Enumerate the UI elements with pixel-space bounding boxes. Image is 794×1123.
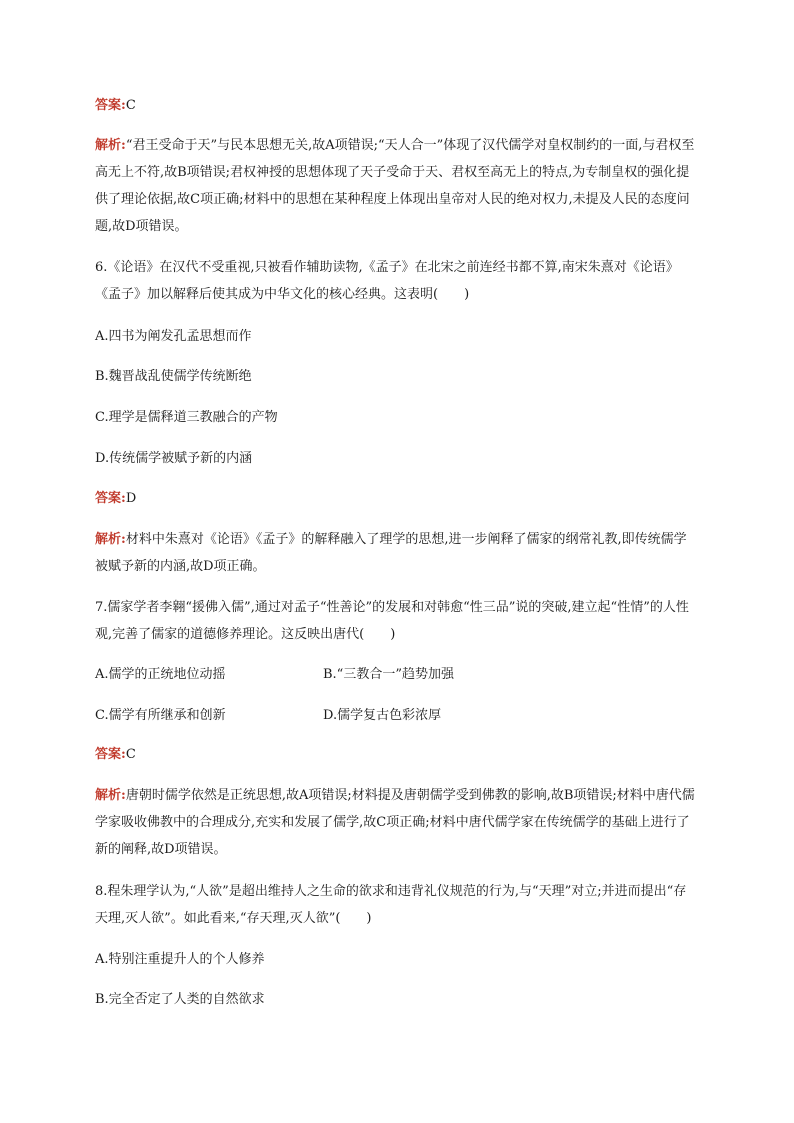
question-text: 6.《论语》在汉代不受重视,只被看作辅助读物,《孟子》在北宋之前连经书都不算,南宋朱熹对《论语》《孟子》加以解释后使其成为中华文化的核心经典。这表明( )	[95, 260, 679, 302]
option-d: D.传统儒学被赋予新的内涵	[95, 451, 253, 466]
answer-value: C	[125, 98, 136, 113]
option-a: A.特别注重提升人的个人修养	[95, 952, 265, 967]
answer-label: 答案:	[95, 747, 126, 762]
analysis-paragraph	[95, 782, 697, 863]
question-text: 8.程朱理学认为,“人欲”是超出维持人之生命的欲求和违背礼仪规范的行为,与“天理”对立;并进而提出“存天理,灭人欲”。如此看来,“存天理,灭人欲”( )	[95, 884, 687, 926]
option-b: B.魏晋战乱使儒学传统断绝	[95, 369, 252, 384]
option-b: B.“三教合一”趋势加强	[323, 667, 454, 682]
analysis-label: 解析:	[95, 138, 126, 153]
analysis-label: 解析:	[95, 532, 126, 547]
answer-value: D	[125, 491, 137, 506]
analysis-paragraph	[95, 526, 697, 580]
question-text: 7.儒家学者李翱“援佛入儒”,通过对孟子“性善论”的发展和对韩愈“性三品”说的突破,建立起“性情”的人性观,完善了儒家的道德修养理论。这反映出唐代( )	[95, 600, 689, 642]
option-c: C.理学是儒释道三教融合的产物	[95, 410, 278, 425]
analysis-text: 唐朝时儒学依然是正统思想,故A项错误;材料提及唐朝儒学受到佛教的影响,故B项错误;材料中唐代儒学家吸收佛教中的合理成分,充实和发展了儒学,故C项正确;材料中唐代儒学家在传统儒学的基础上进行了新的阐释,故D项错误。	[95, 788, 695, 857]
option-row	[95, 661, 697, 688]
answer-label: 答案:	[95, 491, 126, 506]
analysis-text: 材料中朱熹对《论语》《孟子》的解释融入了理学的思想,进一步阐释了儒家的纲常礼教,即传统儒学被赋予新的内涵,故D项正确。	[95, 532, 687, 574]
option-row	[95, 702, 697, 729]
option-b: B.完全否定了人类的自然欲求	[95, 992, 265, 1007]
option-c: C.儒学有所继承和创新	[95, 708, 226, 723]
answer-label: 答案:	[95, 98, 126, 113]
option-a: A.四书为阐发孔孟思想而作	[95, 329, 252, 344]
answer-value: C	[125, 747, 136, 762]
option-a: A.儒学的正统地位动摇	[95, 667, 226, 682]
option-d: D.儒学复古色彩浓厚	[323, 708, 442, 723]
answer-line	[95, 92, 697, 119]
analysis-label: 解析:	[95, 788, 126, 803]
analysis-text: “君王受命于天”与民本思想无关,故A项错误;“天人合一”体现了汉代儒学对皇权制约的一面,与君权至高无上不符,故B项错误;君权神授的思想体现了天子受命于天、君权至高无上的特点,为专制皇权的强化提供了理论依据,故C项正确;材料中的思想在某种程度上体现出皇帝对人民的绝对权力,未提及人民的态度问题,故D项错误。	[95, 138, 695, 234]
analysis-paragraph	[95, 132, 697, 240]
answer-line	[95, 741, 697, 768]
answer-line	[95, 485, 697, 512]
